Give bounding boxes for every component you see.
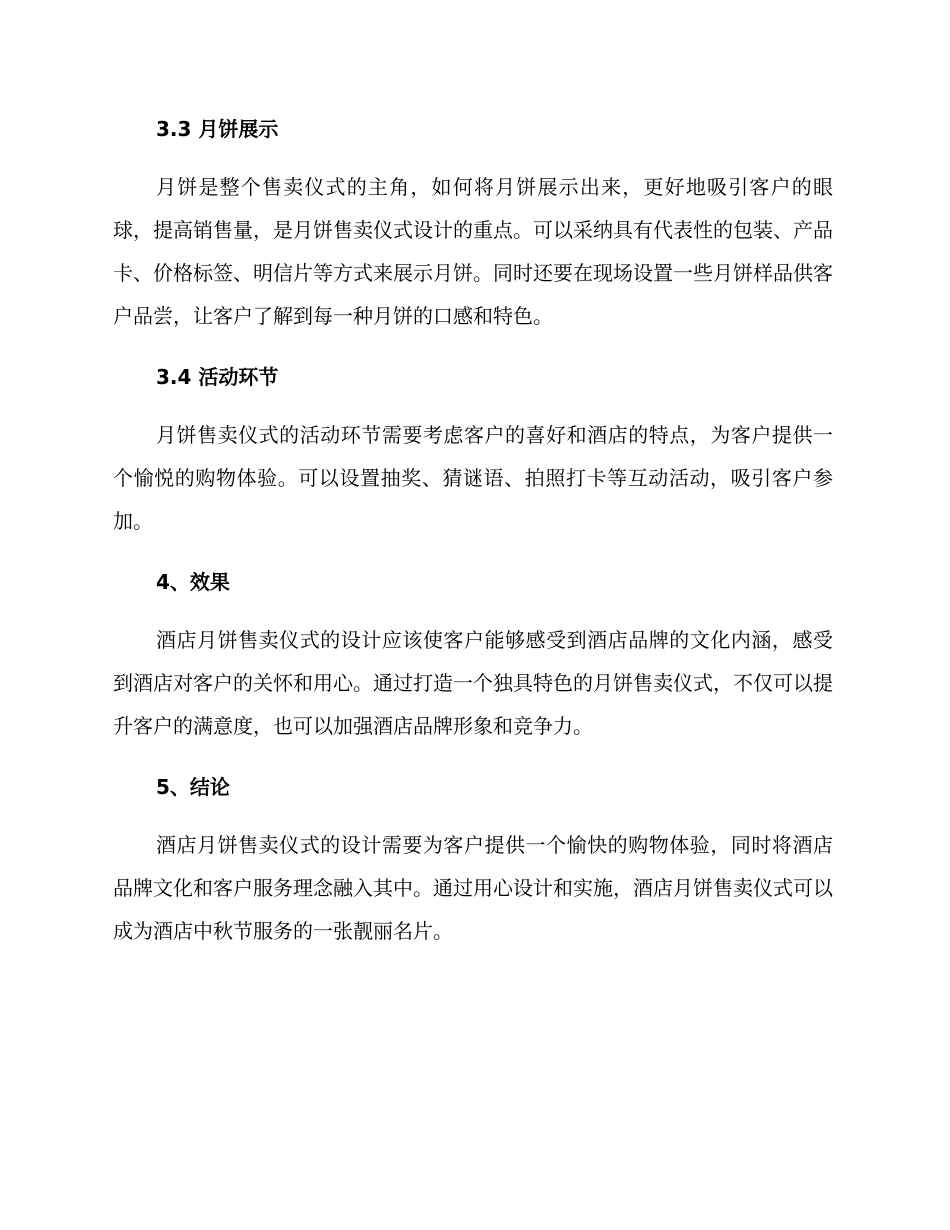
section-heading-5: 5、结论 <box>156 775 230 799</box>
section-paragraph-3-4: 月饼售卖仪式的活动环节需要考虑客户的喜好和酒店的特点，为客户提供一个愉悦的购物体验。可以设置抽奖、猜谜语、拍照打卡等互动活动，吸引客户参加。 <box>113 423 833 533</box>
section-heading-4: 4、效果 <box>156 570 230 594</box>
section-paragraph-4: 酒店月饼售卖仪式的设计应该使客户能够感受到酒店品牌的文化内涵，感受到酒店对客户的关怀和用心。通过打造一个独具特色的月饼售卖仪式，不仅可以提升客户的满意度，也可以加强酒店品牌形象和竞争力。 <box>113 628 833 738</box>
document-body <box>113 112 833 953</box>
section-paragraph-5: 酒店月饼售卖仪式的设计需要为客户提供一个愉快的购物体验，同时将酒店品牌文化和客户服务理念融入其中。通过用心设计和实施，酒店月饼售卖仪式可以成为酒店中秋节服务的一张靓丽名片。 <box>113 833 833 943</box>
section-heading-3-3: 3.3 月饼展示 <box>156 117 279 141</box>
section-paragraph-3-3: 月饼是整个售卖仪式的主角，如何将月饼展示出来，更好地吸引客户的眼球，提高销售量，是月饼售卖仪式设计的重点。可以采纳具有代表性的包装、产品卡、价格标签、明信片等方式来展示月饼。同时还要在现场设置一些月饼样品供客户品尝，让客户了解到每一种月饼的口感和特色。 <box>113 175 833 328</box>
section-heading-3-4: 3.4 活动环节 <box>156 365 279 389</box>
